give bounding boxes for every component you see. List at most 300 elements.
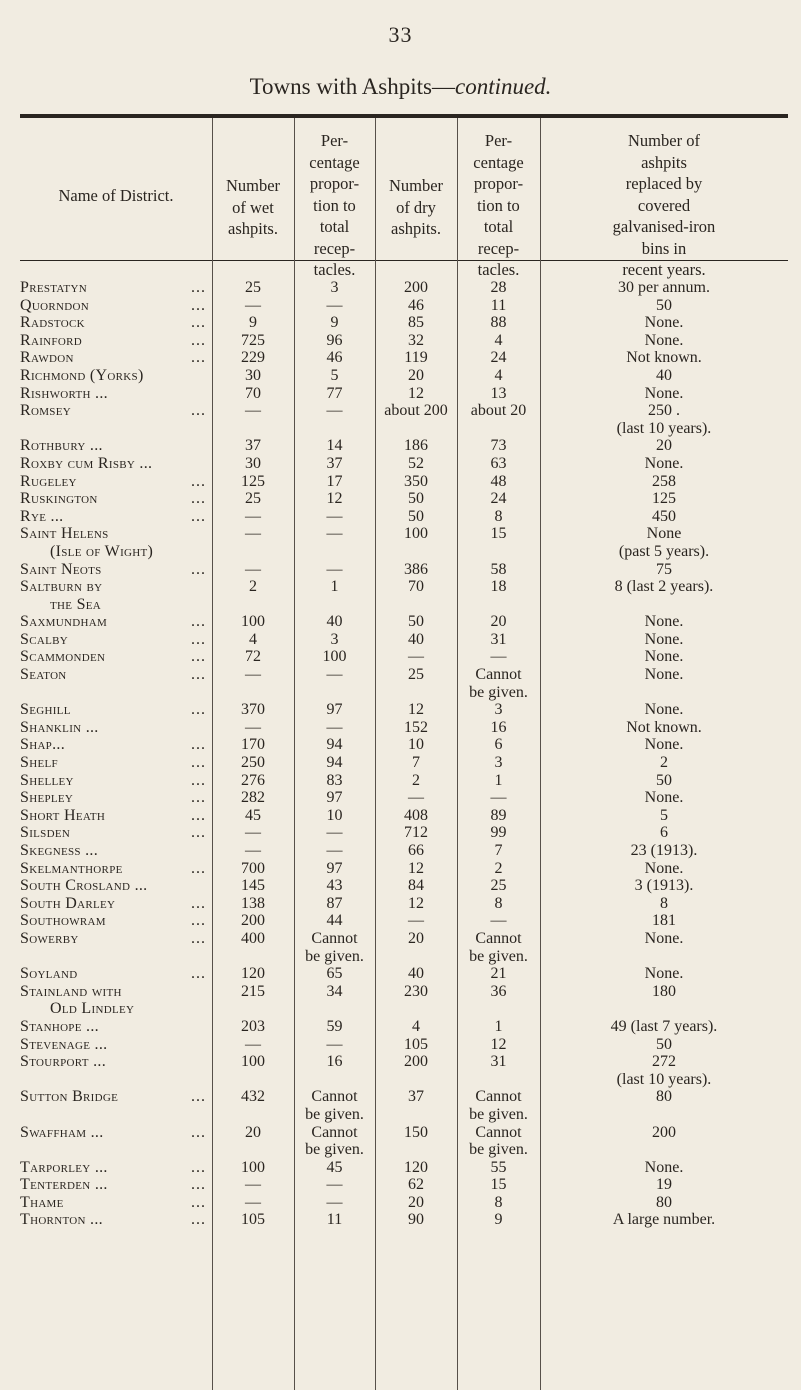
leader-dots: ...: [191, 349, 206, 367]
wet-ashpits-cell: 282: [241, 789, 265, 807]
leader-dots: ...: [191, 507, 206, 525]
percentage-wet-cell: 1: [330, 578, 339, 596]
wet-ashpits-cell: 37: [245, 437, 261, 455]
header-line: propor-: [473, 174, 524, 193]
dry-ashpits-cell: 37: [408, 1088, 424, 1106]
replaced-cell: Not known.: [626, 349, 702, 367]
district-name: [20, 1194, 212, 1212]
replaced-cell: None.: [644, 630, 684, 648]
table-row: [20, 455, 788, 473]
district-name: [20, 561, 212, 579]
replaced-cell: 450: [652, 507, 676, 525]
replaced-cell: 50: [656, 1035, 672, 1053]
district-name-label: Short Heath: [20, 806, 106, 824]
district-name: [20, 877, 212, 895]
percentage-wet-cell: —: [326, 666, 343, 684]
percentage-dry-cell: 99: [490, 824, 507, 842]
district-name-label: South Crosland ...: [20, 877, 148, 895]
percentage-wet-cell: 87: [326, 894, 343, 912]
district-name: [20, 648, 212, 666]
percentage-dry-cell: 36: [490, 982, 507, 1000]
wet-ashpits-cell: 25: [245, 279, 261, 296]
leader-dots: ...: [191, 789, 206, 807]
wet-ashpits-cell: 138: [241, 894, 265, 912]
leader-dots: ...: [191, 402, 206, 420]
leader-dots: ...: [191, 736, 206, 754]
wet-ashpits-cell: —: [245, 824, 261, 842]
district-name-label: Shelf: [20, 754, 58, 772]
district-name-label: Saint Neots: [20, 560, 102, 578]
dry-ashpits-cell: 105: [404, 1035, 428, 1053]
dry-ashpits-cell: 7: [412, 754, 420, 772]
district-name: [20, 1000, 212, 1018]
wet-ashpits-cell: —: [245, 1035, 261, 1053]
table-row: [20, 578, 788, 596]
replaced-cell: 6: [660, 824, 668, 842]
wet-ashpits-cell: —: [245, 525, 261, 543]
replaced-cell: 181: [652, 912, 676, 930]
leader-dots: ...: [191, 894, 206, 912]
percentage-dry-cell: Cannot: [475, 929, 522, 947]
dry-ashpits-cell: 12: [408, 384, 424, 402]
district-name: [20, 965, 212, 983]
header-line: Per-: [320, 131, 349, 150]
wet-ashpits-cell: 25: [245, 490, 261, 508]
dry-ashpits-cell: 150: [404, 1123, 428, 1141]
dry-ashpits-cell: 32: [408, 331, 424, 349]
percentage-wet-cell: —: [326, 507, 343, 525]
table-row: [20, 666, 788, 684]
replaced-cell: None.: [644, 1158, 684, 1176]
percentage-wet-cell: 96: [326, 331, 343, 349]
percentage-wet-cell: 10: [326, 806, 343, 824]
percentage-wet-cell: —: [326, 1193, 343, 1211]
dry-ashpits-cell: 119: [404, 349, 428, 367]
district-name-label: Saint Helens: [20, 525, 109, 543]
percentage-wet-cell: 44: [326, 912, 343, 930]
wet-ashpits-cell: —: [245, 718, 261, 736]
dry-ashpits-cell: 20: [408, 929, 424, 947]
wet-ashpits-cell: 276: [241, 771, 265, 789]
district-name-label: Seghill: [20, 701, 71, 719]
district-name: [20, 860, 212, 878]
wet-ashpits-cell: 215: [241, 982, 265, 1000]
leader-dots: ...: [191, 701, 206, 719]
percentage-dry-cell: 31: [490, 630, 507, 648]
district-name-label: Southowram: [20, 912, 106, 930]
percentage-dry-cell: 6: [494, 736, 503, 754]
table-row: [20, 1194, 788, 1212]
replaced-cell: 20: [656, 437, 672, 455]
replaced-cell: 125: [652, 490, 676, 508]
percentage-wet-cell: —: [326, 718, 343, 736]
percentage-dry-cell: 15: [490, 1176, 507, 1194]
dry-ashpits-cell: 90: [408, 1211, 424, 1229]
percentage-dry-cell: 55: [490, 1158, 507, 1176]
district-name: [20, 297, 212, 315]
percentage-dry-cell: about 20: [470, 402, 527, 420]
leader-dots: ...: [191, 314, 206, 332]
table-row: [20, 860, 788, 878]
table-row: [20, 842, 788, 860]
percentage-dry-cell: Cannot: [475, 1123, 522, 1141]
replaced-cell: None.: [644, 666, 684, 684]
district-name-label: Seaton: [20, 666, 67, 684]
dry-ashpits-cell: 230: [404, 982, 428, 1000]
dry-ashpits-cell: 200: [404, 279, 428, 296]
table-row: [20, 349, 788, 367]
table-row: [20, 807, 788, 825]
dry-ashpits-cell: —: [408, 648, 424, 666]
table-row: [20, 314, 788, 332]
table-body: [20, 279, 788, 1229]
percentage-dry-cell: 3: [494, 701, 503, 719]
dry-ashpits-cell: 25: [408, 666, 424, 684]
header-line: of dry: [396, 197, 436, 217]
district-name: [20, 807, 212, 825]
percentage-wet-cell: 59: [326, 1017, 343, 1035]
district-name-label: Rye ...: [20, 507, 64, 525]
dry-ashpits-cell: 46: [408, 296, 424, 314]
district-name-label: Roxby cum Risby ...: [20, 454, 153, 472]
page-number: 33: [388, 22, 413, 47]
header-name-of-district: Name of District.: [58, 186, 174, 205]
dry-ashpits-cell: 40: [408, 630, 424, 648]
percentage-dry-cell: 2: [494, 859, 503, 877]
percentage-wet-cell: Cannot: [311, 1088, 358, 1106]
table-row: [20, 1141, 788, 1159]
wet-ashpits-cell: —: [245, 842, 261, 859]
header-line: galvanised-iron: [612, 217, 716, 236]
table-row: [20, 754, 788, 772]
wet-ashpits-cell: —: [245, 507, 261, 525]
replaced-cell: 49 (last 7 years).: [610, 1017, 718, 1035]
district-name-label: Shap...: [20, 736, 66, 754]
percentage-wet-cell: 97: [326, 701, 343, 719]
table-row: [20, 561, 788, 579]
percentage-wet-cell: —: [326, 525, 343, 543]
district-name: [20, 912, 212, 930]
dry-ashpits-cell: 386: [404, 560, 428, 578]
wet-ashpits-cell: 45: [245, 806, 261, 824]
wet-ashpits-cell: —: [245, 1176, 261, 1194]
header-line: total: [483, 217, 514, 236]
dry-ashpits-cell: about 200: [384, 402, 448, 420]
replaced-cell: 8: [660, 894, 668, 912]
district-name-label: the Sea: [50, 595, 102, 613]
header-line: Number of: [628, 131, 700, 150]
district-name: [20, 772, 212, 790]
dry-ashpits-cell: 20: [408, 366, 424, 384]
header-line: centage: [473, 152, 524, 172]
table-row: [20, 912, 788, 930]
replaced-cell: None.: [644, 859, 684, 877]
district-name-label: Romsey: [20, 402, 71, 420]
wet-ashpits-cell: 100: [241, 1158, 265, 1176]
district-name: [20, 930, 212, 948]
percentage-dry-cell: 8: [494, 1193, 503, 1211]
district-name-label: Radstock: [20, 314, 85, 332]
dry-ashpits-cell: 50: [408, 507, 424, 525]
percentage-wet-cell: —: [326, 1035, 343, 1053]
table-row: [20, 1071, 788, 1089]
replaced-cell: 75: [656, 560, 672, 578]
district-name-label: Swaffham ...: [20, 1123, 104, 1141]
replaced-cell: 80: [656, 1193, 672, 1211]
percentage-dry-cell: 13: [490, 384, 507, 402]
district-name-label: Skegness ...: [20, 842, 99, 859]
replaced-cell: None.: [644, 331, 684, 349]
header-line: tion to: [313, 195, 356, 215]
leader-dots: ...: [191, 1176, 206, 1194]
wet-ashpits-cell: 250: [241, 754, 265, 772]
percentage-wet-cell: 97: [326, 789, 343, 807]
replaced-cell: 8 (last 2 years).: [614, 578, 714, 596]
header-percentage-dry: [457, 130, 540, 281]
table-row: [20, 420, 788, 438]
leader-dots: ...: [191, 630, 206, 648]
header-line: total: [319, 217, 350, 236]
dry-ashpits-cell: 50: [408, 613, 424, 631]
percentage-wet-cell: —: [326, 402, 343, 420]
leader-dots: ...: [191, 648, 206, 666]
table-row: [20, 596, 788, 614]
percentage-wet-cell: 100: [322, 648, 347, 666]
district-name-label: Stainland with: [20, 982, 122, 1000]
wet-ashpits-cell: 70: [245, 384, 261, 402]
district-name: [20, 666, 212, 684]
district-name: [20, 613, 212, 631]
district-name: [20, 1211, 212, 1229]
district-name-label: Thornton ...: [20, 1211, 103, 1229]
leader-dots: ...: [191, 613, 206, 631]
district-name-label: Stanhope ...: [20, 1017, 99, 1035]
table-row: [20, 613, 788, 631]
percentage-dry-cell: 3: [494, 754, 503, 772]
percentage-wet-cell: 94: [326, 754, 343, 772]
percentage-dry-cell: 28: [490, 279, 507, 296]
header-line: Number: [388, 176, 444, 195]
percentage-dry-cell: 4: [494, 331, 503, 349]
percentage-wet-cell: 46: [326, 349, 343, 367]
replaced-cell: (past 5 years).: [618, 542, 710, 560]
dry-ashpits-cell: 40: [408, 965, 424, 983]
wet-ashpits-cell: 203: [241, 1017, 265, 1035]
table-row: [20, 948, 788, 966]
title-continued: continued.: [454, 74, 552, 99]
replaced-cell: (last 10 years).: [616, 1070, 712, 1088]
percentage-wet-cell: 43: [326, 877, 343, 895]
replaced-cell: 23 (1913).: [630, 842, 698, 859]
replaced-cell: 5: [660, 806, 668, 824]
replaced-cell: None.: [644, 701, 684, 719]
percentage-dry-cell: 16: [490, 718, 507, 736]
district-name-label: Rainford: [20, 331, 82, 349]
district-name: [20, 402, 212, 420]
replaced-cell: 19: [656, 1176, 672, 1194]
percentage-dry-cell: 7: [494, 842, 503, 859]
wet-ashpits-cell: 400: [241, 929, 265, 947]
leader-dots: ...: [191, 824, 206, 842]
wet-ashpits-cell: 2: [249, 578, 257, 596]
dry-ashpits-cell: 62: [408, 1176, 424, 1194]
district-name-label: Sutton Bridge: [20, 1088, 119, 1106]
wet-ashpits-cell: 9: [249, 314, 257, 332]
district-name: [20, 455, 212, 473]
percentage-dry-cell: 48: [490, 472, 507, 490]
percentage-dry-cell: 1: [494, 1017, 503, 1035]
replaced-cell: 258: [652, 472, 676, 490]
header-wet-ashpits: [212, 175, 294, 240]
wet-ashpits-cell: 200: [241, 912, 265, 930]
district-name: [20, 508, 212, 526]
percentage-dry-cell: 12: [490, 1035, 507, 1053]
table-top-rule: [20, 114, 788, 118]
district-name-label: Sowerby: [20, 929, 79, 947]
percentage-dry-cell: 58: [490, 560, 507, 578]
percentage-wet-cell: 11: [326, 1211, 343, 1229]
percentage-wet-cell: 45: [326, 1158, 343, 1176]
district-name: [20, 631, 212, 649]
table-row: [20, 385, 788, 403]
table-row: [20, 473, 788, 491]
district-name-label: Rothbury ...: [20, 437, 103, 455]
district-name-label: Tarporley ...: [20, 1158, 108, 1176]
percentage-wet-cell: 83: [326, 771, 343, 789]
percentage-dry-cell: —: [490, 912, 507, 930]
percentage-dry-cell: 21: [490, 965, 507, 983]
replaced-cell: 200: [652, 1123, 676, 1141]
header-ashpits-replaced: [540, 130, 788, 281]
header-dry-ashpits: [375, 175, 457, 240]
dry-ashpits-cell: 20: [408, 1193, 424, 1211]
percentage-wet-cell: 94: [326, 736, 343, 754]
percentage-dry-cell: Cannot: [475, 1088, 522, 1106]
percentage-wet-cell: 17: [326, 472, 343, 490]
replaced-cell: None.: [644, 314, 684, 332]
header-line: of wet: [232, 197, 274, 217]
table-row: [20, 1036, 788, 1054]
replaced-cell: 3 (1913).: [634, 877, 694, 895]
leader-dots: ...: [191, 472, 206, 490]
page-title: [0, 74, 801, 100]
wet-ashpits-cell: 100: [241, 613, 265, 631]
table-row: [20, 543, 788, 561]
district-name: [20, 842, 212, 860]
district-name: [20, 1176, 212, 1194]
district-name: [20, 1036, 212, 1054]
wet-ashpits-cell: 72: [245, 648, 261, 666]
wet-ashpits-cell: 105: [241, 1211, 265, 1229]
district-name: [20, 525, 212, 543]
wet-ashpits-cell: —: [245, 560, 261, 578]
header-line: recent years.: [622, 260, 706, 279]
replaced-cell: None.: [644, 736, 684, 754]
table-row: [20, 824, 788, 842]
dry-ashpits-cell: 350: [404, 472, 428, 490]
percentage-wet-cell: be given.: [305, 1105, 364, 1123]
district-name-label: Shelley: [20, 771, 74, 789]
table-row: [20, 1088, 788, 1106]
header-line: ashpits.: [228, 219, 278, 238]
district-name: [20, 1088, 212, 1106]
leader-dots: ...: [191, 806, 206, 824]
header-line: replaced by: [625, 174, 703, 193]
dry-ashpits-cell: 4: [412, 1017, 420, 1035]
district-name-label: Shanklin ...: [20, 718, 99, 736]
leader-dots: ...: [191, 965, 206, 983]
percentage-dry-cell: 88: [490, 314, 507, 332]
table-row: [20, 297, 788, 315]
percentage-wet-cell: Cannot: [311, 1123, 358, 1141]
district-name: [20, 824, 212, 842]
dry-ashpits-cell: 52: [408, 454, 424, 472]
district-name-label: Stevenage ...: [20, 1035, 108, 1053]
district-name-label: Rawdon: [20, 349, 74, 367]
percentage-wet-cell: 12: [326, 490, 343, 508]
district-name: [20, 543, 212, 561]
replaced-cell: None.: [644, 789, 684, 807]
title-main: Towns with Ashpits—: [249, 74, 455, 99]
table-row: [20, 684, 788, 702]
table-row: [20, 1211, 788, 1229]
percentage-dry-cell: 8: [494, 507, 503, 525]
table-row: [20, 631, 788, 649]
wet-ashpits-cell: 100: [241, 1053, 265, 1071]
percentage-dry-cell: 18: [490, 578, 507, 596]
percentage-dry-cell: be given.: [469, 1141, 528, 1159]
leader-dots: ...: [191, 331, 206, 349]
header-line: tacles.: [477, 260, 520, 279]
wet-ashpits-cell: —: [245, 296, 261, 314]
percentage-dry-cell: 31: [490, 1053, 507, 1071]
dry-ashpits-cell: 712: [404, 824, 428, 842]
district-name: [20, 279, 212, 297]
leader-dots: ...: [191, 859, 206, 877]
header-line: bins in: [641, 238, 687, 258]
dry-ashpits-cell: 66: [408, 842, 424, 859]
district-name: [20, 1124, 212, 1142]
percentage-wet-cell: —: [326, 824, 343, 842]
percentage-dry-cell: 20: [490, 613, 507, 631]
dry-ashpits-cell: 120: [404, 1158, 428, 1176]
replaced-cell: None.: [644, 929, 684, 947]
district-name-label: Rugeley: [20, 472, 77, 490]
table-row: [20, 1159, 788, 1177]
percentage-dry-cell: Cannot: [475, 666, 522, 684]
district-name: [20, 1018, 212, 1036]
district-name-label: Saltburn by: [20, 578, 103, 596]
replaced-cell: 180: [652, 982, 676, 1000]
table-row: [20, 772, 788, 790]
district-name-label: Saxmundham: [20, 613, 108, 631]
dry-ashpits-cell: 12: [408, 701, 424, 719]
table-row: [20, 930, 788, 948]
percentage-wet-cell: 9: [330, 314, 339, 332]
percentage-wet-cell: be given.: [305, 1141, 364, 1159]
dry-ashpits-cell: 85: [408, 314, 424, 332]
dry-ashpits-cell: 200: [404, 1053, 428, 1071]
dry-ashpits-cell: 12: [408, 859, 424, 877]
district-name: [20, 349, 212, 367]
replaced-cell: 2: [660, 754, 668, 772]
table-row: [20, 508, 788, 526]
percentage-dry-cell: 11: [490, 296, 507, 314]
district-name: [20, 473, 212, 491]
wet-ashpits-cell: 30: [245, 366, 261, 384]
percentage-dry-cell: be given.: [469, 1105, 528, 1123]
district-name-label: Scammonden: [20, 648, 106, 666]
